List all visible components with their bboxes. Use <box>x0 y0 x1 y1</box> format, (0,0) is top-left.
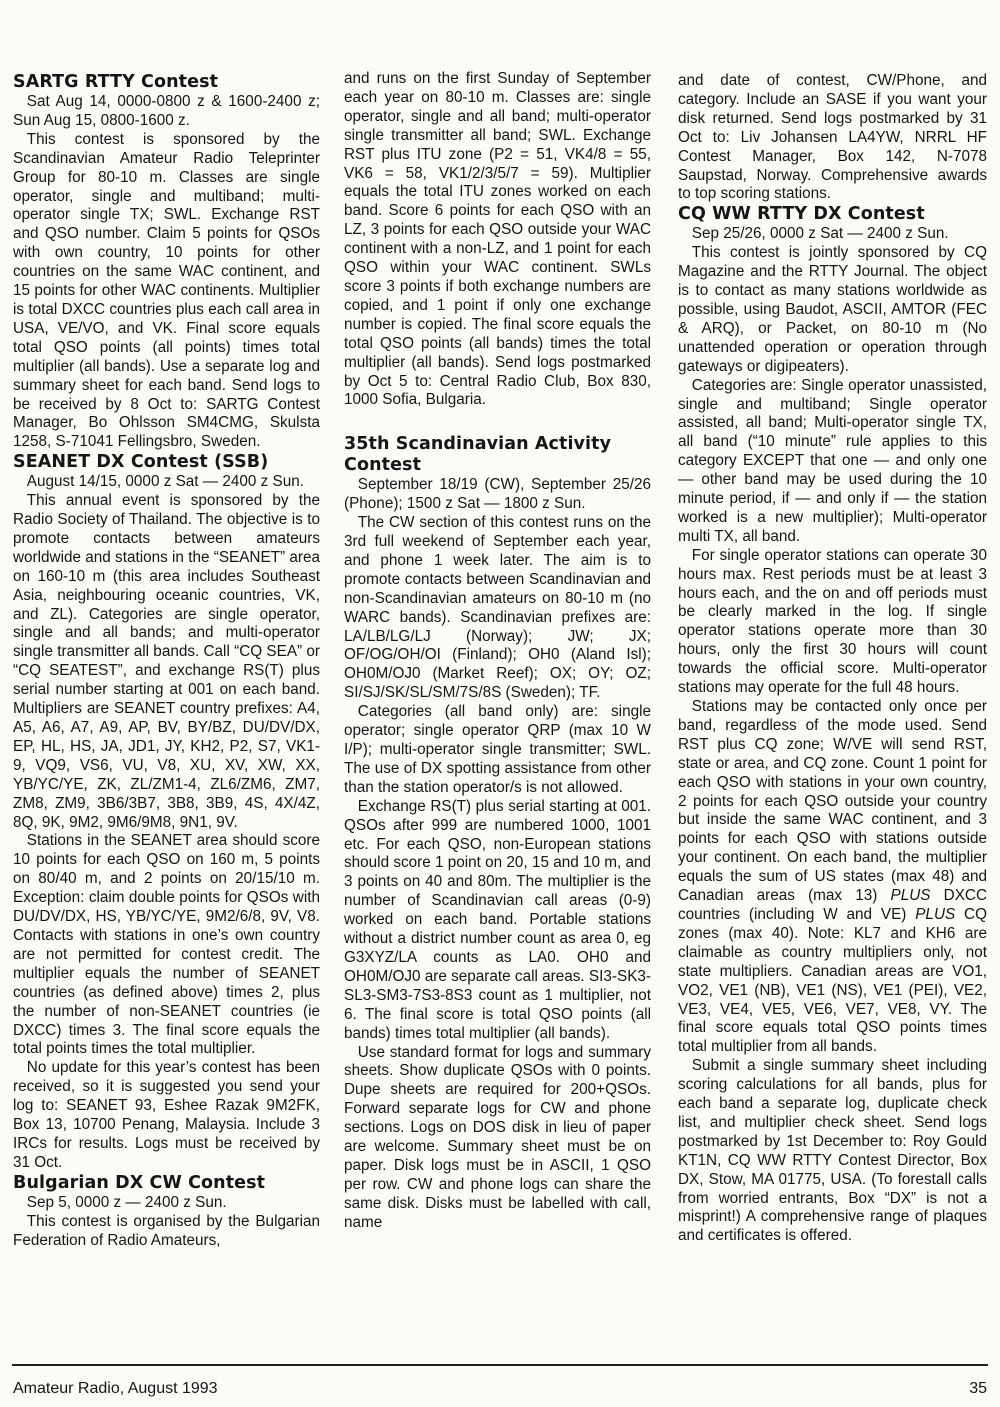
bulgarian-date: Sep 5, 0000 z — 2400 z Sun. <box>26 1193 227 1211</box>
scandinavian-date: September 18/19 (CW), September 25/26 (Phone); 1500 z Sat — 1800 z Sun. <box>344 476 651 513</box>
seanet-date: August 14/15, 0000 z Sat — 2400 z Sun. <box>26 473 304 491</box>
seanet-p3: No update for this year’s contest has been received, so it is suggested you send your log to: SEANET 93, Eshee Razak 9M2FK, Box 13, 10700 Penang, Malaysia. Include 3 IRCs for results. Logs must be received by 31 Oct. <box>13 1059 320 1171</box>
scandinavian-heading: 35th Scandinavian Activity Contest <box>344 434 612 476</box>
scandinavian-p1: The CW section of this contest runs on the 3rd full weekend of September each year, and phone 1 week later. The aim is to promote contacts between Scandinavian and non-Scandinavian amateurs on 80-10 m (no WARC bands). Scandinavian prefixes are: LA/LB/LG/LJ (Norway); JW; JX; OF/OG/OH/OI (Finland); OH0 (Aland Isl); OH0M/OJ0 (Market Reef); OX; OY; OZ; SI/SJ/SK/SL/SM/7S/8S (Sweden); TF. <box>344 514 651 702</box>
cqww-p3: For single operator stations can operate 30 hours max. Rest periods must be at least 3 hours each, and the on and off periods must be clearly marked in the log. If single operator stations operate more than 30 hours, only the first 30 hours will count towards the official score. Multi-operator stations may operate for the full 48 hours. <box>678 546 987 697</box>
cqww-p4 <box>678 698 987 1057</box>
cqww-p4-part-a: Stations may be contacted only once per band, regardless of the mode used. Send RST plus CQ zone; W/VE will send RST, state or area, and CQ zone. Count 1 point for each QSO with stations in your own country, 2 points for each QSO outside your country but inside the same WAC continent, and 3 points for each QSO with stations outside your continent. On each band, the multiplier equals the sum of US states (max 48) and Canadian areas (max 13) <box>678 698 987 905</box>
sartg-heading: SARTG RTTY Contest <box>13 72 219 92</box>
column-2 <box>344 70 651 1233</box>
scandinavian-continued: and date of contest, CW/Phone, and category. Include an SASE if you want your disk returned. Send logs postmarked by 31 Oct to: Liv Johansen LA4YW, NRRL HF Contest Manager, Box 142, N-7078 Saupstad, Norway. Comprehensive awards to top scoring stations. <box>678 72 987 203</box>
cqww-p4-part-c: CQ zones (max 40). Note: KL7 and KH6 are claimable as country multipliers only, not state multipliers. Canadian areas are VO1, VO2, VE1 (NB), VE1 (NS), VE1 (PEI), VE2, VE3, VE4, VE5, VE6, VE7, VE8, VY. The final score equals total QSO points times total multiplier from all bands. <box>678 905 987 1056</box>
cqww-heading: CQ WW RTTY DX Contest <box>678 204 925 225</box>
cqww-p4-part-b: DXCC countries (including W and VE) <box>678 887 988 923</box>
scandinavian-p4: Use standard format for logs and summary sheets. Show duplicate QSOs with 0 points. Dupe sheets are required for 200+QSOs. Forward separate logs for CW and phone sections. Logs on DOS disk in lieu of paper are welcome. Summary sheet must be on paper. Disk logs must be in ASCII, 1 QSO per row. CW and phone logs can share the same disk. Disks must be labelled with call, name <box>344 1043 651 1231</box>
scandinavian-p2: Categories (all band only) are: single operator; single operator QRP (max 10 W I/P); multi-operator single transmitter; SWL. The use of DX spotting assistance from other than the station operator/s is not allowed. <box>344 703 651 796</box>
cqww-p2: Categories are: Single operator unassisted, single and multiband; Single operator assisted, all band; Multi-operator single TX, all band (“10 minute” rule applies to this category EXCEPT that one — and only one — other band may be used during the 10 minute period, if — and only if — the station worked is a new multiplier); Multi-operator multi TX, all band. <box>678 376 987 545</box>
footer-publication: Amateur Radio, August 1993 <box>13 1380 218 1397</box>
bulgarian-p1: This contest is organised by the Bulgarian Federation of Radio Amateurs, <box>13 1212 320 1249</box>
bulgarian-heading: Bulgarian DX CW Contest <box>13 1172 266 1193</box>
page-number: 35 <box>969 1380 987 1397</box>
sartg-body: This contest is sponsored by the Scandinavian Amateur Radio Teleprinter Group for 80-10 m. Classes are single operator, single and multiband; multi-operator single TX; SWL. Exchange RST and QSO number. Claim 5 points for QSOs with own country, 10 points for other countries on the same WAC continent, and 15 points for other WAC continents. Multiplier is total DXCC countries plus each call area in USA, VE/VO, and VK. Final score equals total QSO points (all points) times total multiplier (all bands). Use a separate log and summary sheet for each band. Send logs to be received by 8 Oct to: SARTG Contest Manager, Bo Ohlsson SM4CMG, Skulsta 1258, S-71041 Fellingsbro, Sweden. <box>13 130 320 451</box>
seanet-heading: SEANET DX Contest (SSB) <box>13 452 269 473</box>
column-3 <box>678 72 987 1246</box>
bulgarian-continued: and runs on the first Sunday of September each year on 80-10 m. Classes are: single operator, single and all band; multi-operator single transmitter all band; SWL. Exchange RST plus ITU zone (P2 = 51, VK4/8 = 55, VK6 = 58, VK1/2/3/5/7 = 59). Multiplier equals the total ITU zones worked on each band. Score 6 points for each QSO with an LZ, 3 points for each QSO outside your WAC continent with a non-LZ, and 1 point for each QSO within your WAC continent. SWLs score 3 points if both exchange numbers are copied, and 1 point if only one exchange number is copied. The final score equals the total QSO points (all bands) times the total multiplier (all bands). Send logs postmarked by Oct 5 to: Central Radio Club, Box 830, 1000 Sofia, Bulgaria. <box>344 70 651 409</box>
plus-emphasis: PLUS <box>915 905 956 923</box>
scandinavian-p3: Exchange RS(T) plus serial starting at 001. QSOs after 999 are numbered 1000, 1001 etc. For each QSO, non-European stations should score 1 point on 20, 15 and 10 m, and 3 points on 40 and 80m. The multiplier is the number of Scandinavian call areas (0-9) worked on each band. Portable stations without a district number count as area 0, eg G3XYZ/LA counts as LA0. OH0 and OH0M/OJ0 are separate call areas. SI3-SK3-SL3-SM3-7S3-8S3 count as 1 multiplier, not 6. The final score is total QSO points (all bands) times total multiplier (all bands). <box>344 797 652 1042</box>
sartg-date: Sat Aug 14, 0000-0800 z & 1600-2400 z; Sun Aug 15, 0800-1600 z. <box>13 93 320 129</box>
plus-emphasis: PLUS <box>890 887 931 905</box>
cqww-p1: This contest is jointly sponsored by CQ Magazine and the RTTY Journal. The object is to contact as many stations worldwide as possible, using Baudot, ASCII, AMTOR (FEC & ARQ), or Packet, on 80-10 m (No unattended operation or operation through gateways or digipeaters). <box>678 244 987 375</box>
column-1 <box>13 72 320 1250</box>
cqww-date: Sep 25/26, 0000 z Sat — 2400 z Sun. <box>691 225 949 243</box>
seanet-p1: This annual event is sponsored by the Radio Society of Thailand. The objective is to promote contacts between amateurs worldwide and stations in the “SEANET” area on 160-10 m (this area includes Southeast Asia, neighbouring oceanic countries, VK, and ZL). Categories are single operator, single and all bands; and multi-operator single transmitter all bands. Call “CQ SEA” or “CQ SEATEST”, and exchange RS(T) plus serial number starting at 001 on each band. Multipliers are SEANET country prefixes: A4, A5, A6, A7, A9, AP, BV, BY/BZ, DU/DV/DX, EP, HL, HS, JA, JD1, JY, KH2, P2, S7, VK1-9, VQ9, VS6, VU, V8, XU, XV, XW, XX, YB/YC/YE, ZK, ZL/ZM1-4, ZL6/ZM6, ZM7, ZM8, ZM9, 3B6/3B7, 3B8, 3B9, 4S, 4X/4Z, 8Q, 9K, 9M2, 9M6/9M8, 9N1, 9V. <box>13 492 320 831</box>
cqww-p5: Submit a single summary sheet including scoring calculations for all bands, plus for each band a separate log, duplicate check list, and multiplier check sheet. Send logs postmarked by 1st December to: Roy Gould KT1N, CQ WW RTTY Contest Director, Box DX, Stow, MA 01775, USA. (To forestall calls from worried entrants, Box “DX” is not a misprint!) A comprehensive range of plaques and certificates is offered. <box>678 1057 987 1245</box>
footer-rule <box>12 1364 988 1366</box>
seanet-p2: Stations in the SEANET area should score 10 points for each QSO on 160 m, 5 points on 80/40 m, and 2 points on 20/15/10 m. Exception: claim double points for QSOs with DU/DV/DX, HS, YB/YC/YE, 9M2/6/8, 9V, V8. Contacts with stations in one’s own country are not permitted for contest credit. The multiplier equals the number of SEANET countries (as defined above) times 2, plus the number of non-SEANET countries (ie DXCC) times 3. The final score equals the total points times the total multiplier. <box>13 832 320 1058</box>
